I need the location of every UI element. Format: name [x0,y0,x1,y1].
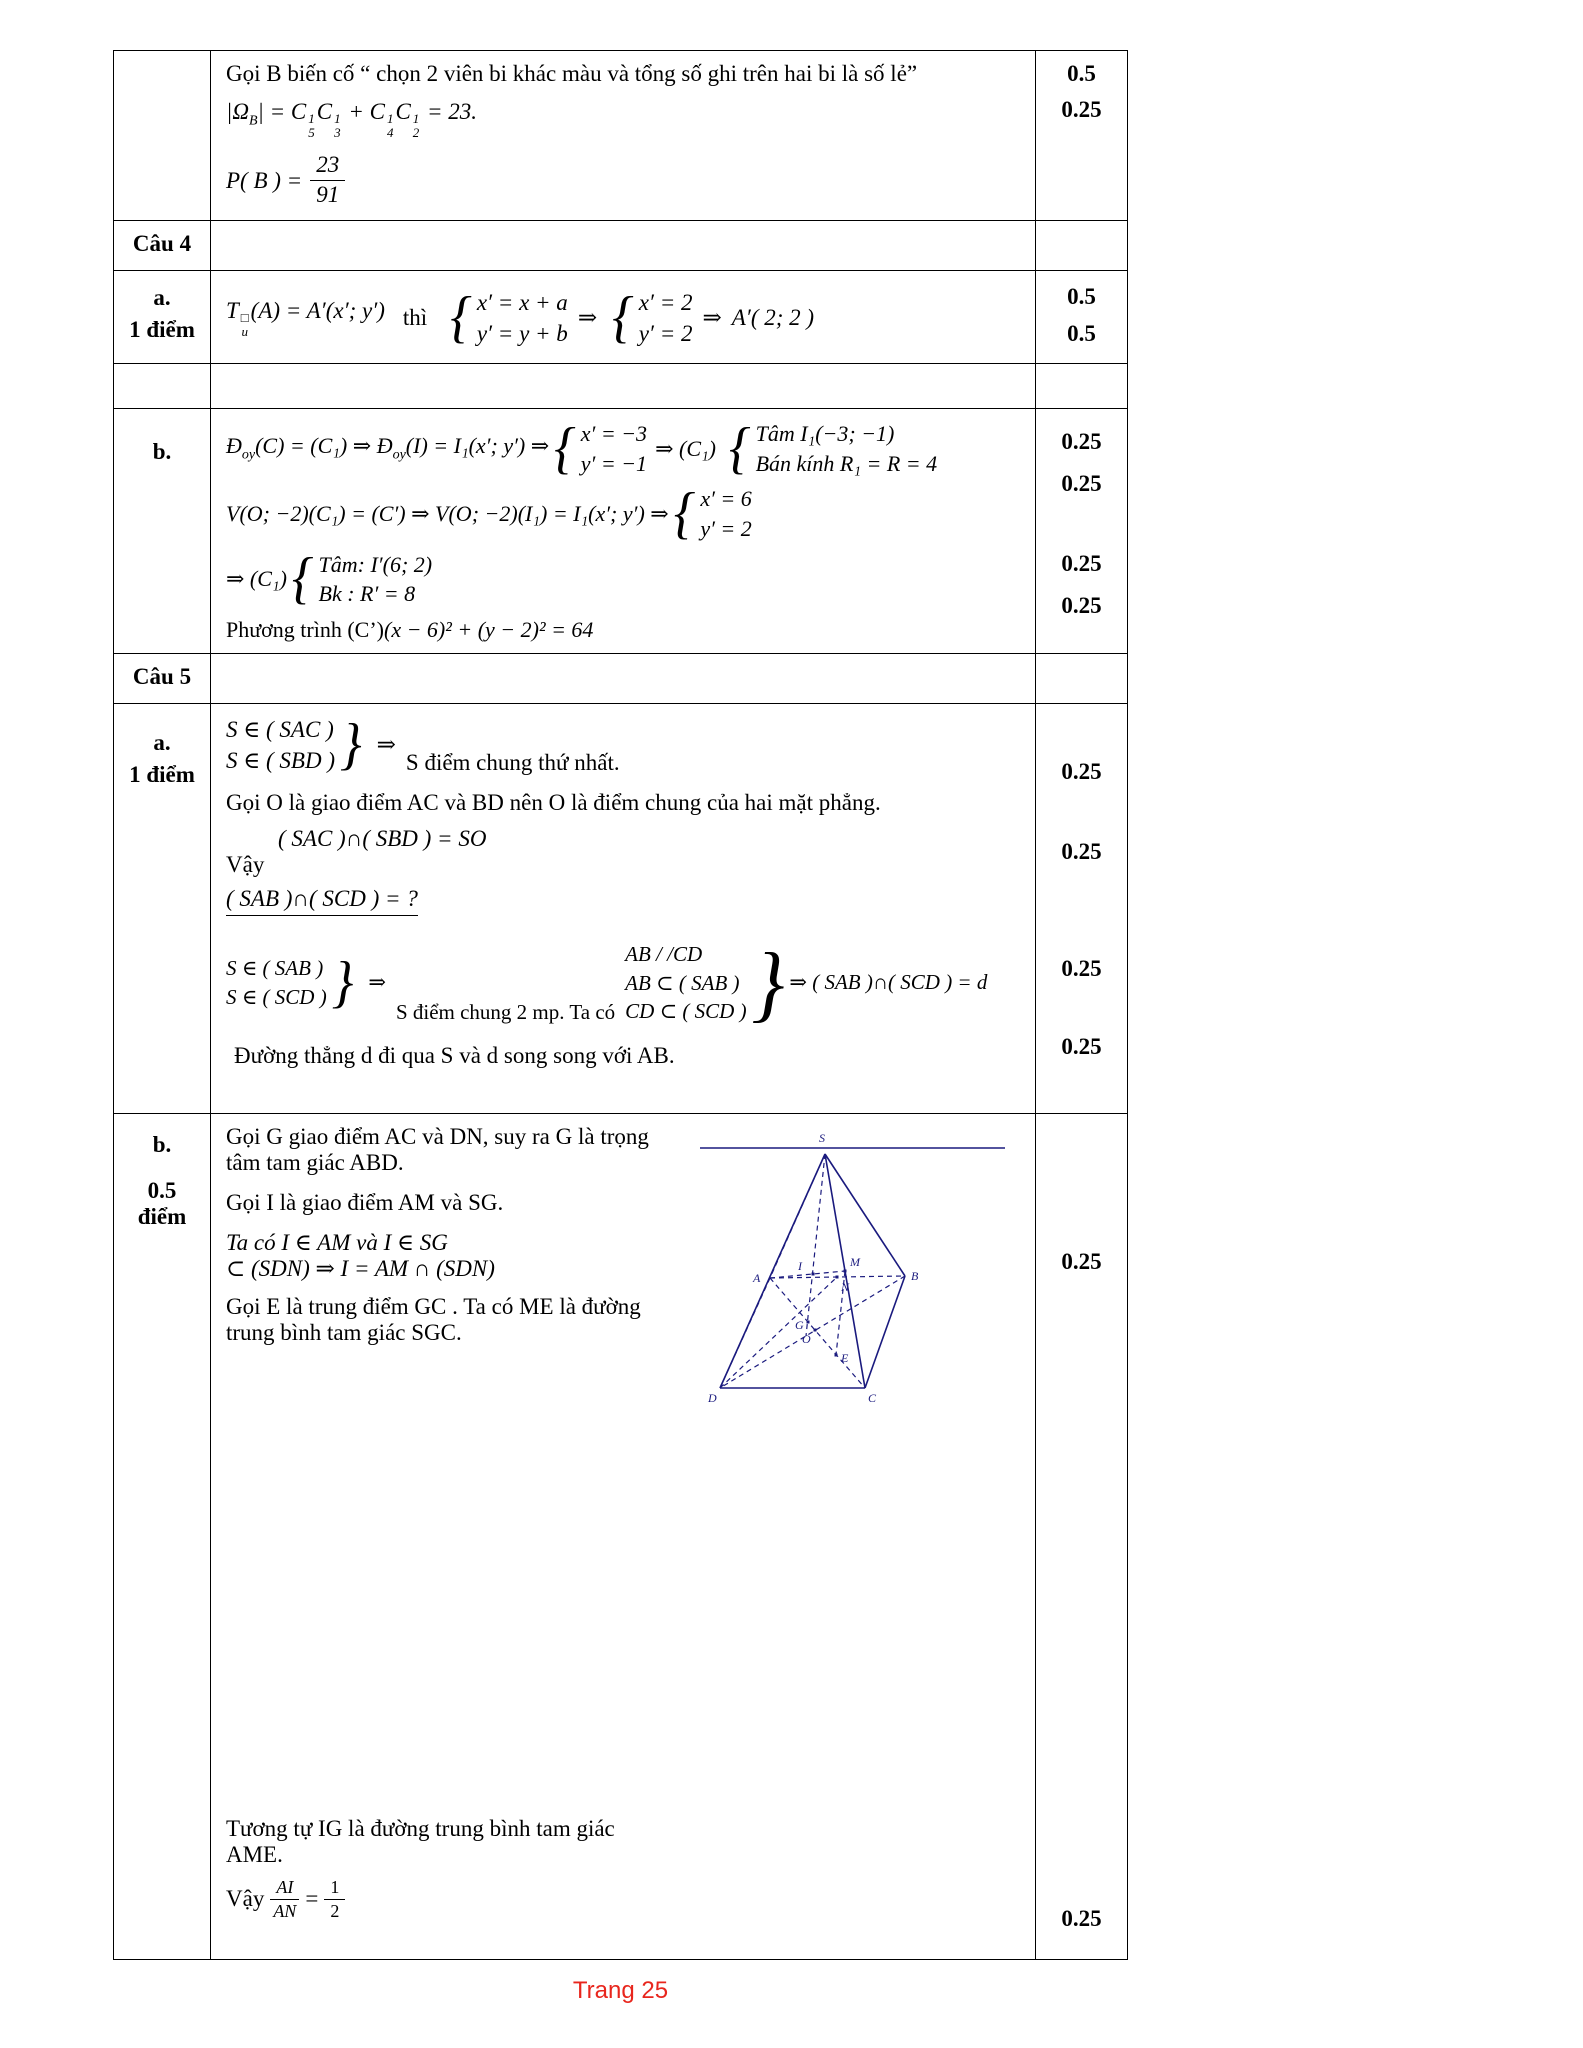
case-line: y′ = 2 [638,321,693,347]
math-fragment: + C [342,99,385,124]
reflection-equation [226,416,1020,480]
pyramid-figure [685,1124,1020,1430]
subscript: oy [241,447,256,463]
score-value: 0.25 [1061,759,1102,785]
result-point: A′( 2; 2 ) [731,305,815,331]
right-brace: } [340,712,362,776]
implies-arrow: ⇒ [376,732,396,758]
subscript: 2 [412,124,420,140]
math-fragment: C [316,99,333,124]
operator-d: Đ [226,433,242,459]
stacked-lines [756,419,938,478]
figure-label-d: D [708,1391,717,1406]
sup-sub-stack [308,112,315,139]
subscript: u [241,323,248,339]
figure-label-i: I [798,1259,802,1274]
score-value: 0.5 [1067,61,1096,86]
score-value: 0.5 [1067,284,1096,309]
omega-equation [226,99,1020,139]
membership-line: S ∈ ( SAB ) [226,956,324,981]
math-fragment: V(O; −2)(C₁) = (C′) ⇒ V(O; −2)(I₁) = I₁(x′; y′) ⇒ [226,501,669,527]
sup-sub-stack [413,112,420,139]
score-cell-empty [1036,221,1127,270]
stacked-lines [226,714,335,776]
sab-scd-block [226,934,1020,1031]
paragraph: Gọi G giao điểm AC và DN, suy ra G là trọng tâm tam giác ABD. [226,1124,649,1176]
table-row-cau4 [114,221,1127,271]
table-row-cau5 [114,654,1127,704]
operator-t: T [226,297,239,323]
left-brace: { [554,416,576,480]
table-row-cau4b [114,409,1127,654]
vertex-labels [707,1131,919,1405]
fraction [270,1876,299,1922]
sup-sub-stack [387,112,394,139]
right-brace: } [751,934,785,1031]
numerator: 1 [324,1876,345,1900]
math-fragment: ⇒ (C₁) [655,435,716,461]
score-value: 0.25 [1061,1034,1102,1060]
ratio-line [226,1876,671,1922]
fraction [324,1876,345,1922]
content-cell [211,1114,1036,1959]
paragraph: Gọi E là trung điểm GC . Ta có ME là đường trung bình tam giác SGC. [226,1294,641,1346]
conclusion-text: S điểm chung thứ nhất. [405,750,620,776]
case-line: x′ = 2 [638,290,693,315]
math-fragment: (A) = A′(x′; y′) [250,297,385,323]
stacked-lines [625,940,746,1025]
case-line: Bán kính R₁ = R = 4 [755,450,938,476]
denominator: 2 [330,1900,340,1921]
paragraph: ⊂ (SDN) ⇒ I = AM ∩ (SDN) [226,1256,495,1282]
word-vay: Vậy [226,852,265,878]
score-cell-empty [1036,364,1127,408]
content-cell-empty [211,654,1036,703]
word-vay: Vậy [226,1886,265,1912]
content-columns [226,1124,1020,1922]
label-cell [114,221,211,270]
sup-sub-stack [334,112,341,139]
implies-arrow: ⇒ [702,305,722,331]
condition-line: AB / /CD [625,942,703,967]
cases-group [287,546,433,610]
score-value: 0.5 [1067,321,1096,346]
figure-label-s: S [819,1131,825,1146]
case-line: x′ = x + a [476,290,568,315]
intersection-o-line: Gọi O là giao điểm AC và BD nên O là điểm chung của hai mặt phẳng. [226,790,881,816]
table-row-cau5a [114,704,1127,1114]
case-line: Tâm: I′(6; 2) [318,551,433,577]
subscript: 3 [334,124,341,140]
part-label: b. [152,439,172,464]
score-cell [1036,409,1127,653]
left-brace: { [728,416,751,480]
circle-result-equation [226,546,1020,610]
label-cell-empty [114,51,211,220]
translation-equation [226,287,1020,349]
figure-label-b: B [911,1269,919,1284]
stacked-lines [477,287,568,349]
circle-equation-line [226,617,1020,643]
text-fragment: Phương trình (C’) [226,617,384,643]
sup-sub-stack [241,311,249,338]
score-value: 0.25 [1061,97,1102,122]
case-line: x′ = −3 [580,421,648,446]
content-cell [211,409,1036,653]
answer-table [113,50,1128,1960]
paragraph: Ta có I ∈ AM và I ∈ SG [226,1230,448,1256]
subscript: 4 [386,124,394,140]
score-cell [1036,704,1127,1113]
case-line: y′ = y + b [476,321,568,347]
figure-label-m: M [850,1255,860,1270]
left-brace: { [612,285,634,349]
case-line: y′ = −1 [580,450,648,476]
left-brace: { [291,546,314,610]
conclusion-text: S điểm chung 2 mp. Ta có [395,1000,616,1025]
points-label: 1 điểm [129,317,195,342]
case-line: x′ = 6 [700,486,752,512]
math-fragment: (C) = (C₁) ⇒ Đ [255,433,393,459]
score-value: 0.25 [1061,1906,1102,1932]
membership-line: S ∈ ( SBD ) [226,748,336,774]
table-row-empty [114,364,1127,409]
paragraph: Tương tự IG là đường trung bình tam giác AME. [226,1816,615,1868]
figure-label-n: N [841,1280,850,1295]
question-label: Câu 4 [132,231,192,256]
content-cell-empty [211,221,1036,270]
case-line: Bk : R′ = 8 [318,581,416,607]
right-brace: } [331,950,354,1014]
label-cell [114,271,211,363]
score-value: 0.25 [1061,551,1102,576]
membership-line: S ∈ ( SAC ) [226,717,334,743]
superscript: □ [240,309,249,325]
statement-line: Gọi B biến cố “ chọn 2 viên bi khác màu và tổng số ghi trên hai bi là số lẻ” [226,61,918,86]
math-fragment: (I) = I₁(x′; y′) ⇒ [405,433,550,459]
score-value: 0.25 [1061,956,1102,982]
result-equation: ⇒ ( SAB )∩( SCD ) = d [789,970,988,995]
score-cell [1036,1114,1127,1959]
superscript: 1 [334,111,341,126]
numerator: AI [270,1876,299,1900]
table-row-probability [114,51,1127,221]
cases-group [549,416,648,480]
math-fragment: C [395,99,411,124]
denominator: AN [273,1900,297,1921]
stacked-lines [639,287,693,349]
superscript: 1 [308,111,315,126]
content-cell [211,51,1036,220]
label-cell [114,704,211,1113]
subscript: B [248,113,258,129]
math-fragment: | = C [257,99,307,124]
sab-scd-question: ( SAB )∩( SCD ) = ? [226,886,418,916]
figure-label-c: C [868,1391,877,1406]
label-cell [114,654,211,703]
numerator: 23 [310,151,345,181]
content-cell [211,271,1036,363]
part-label: a. [153,730,171,756]
stacked-lines [226,954,327,1011]
content-cell [211,704,1036,1113]
condition-line: CD ⊂ ( SCD ) [625,998,747,1023]
part-label: b. [152,1132,172,1158]
condition-line: AB ⊂ ( SAB ) [625,970,740,995]
word-thi: thì [402,305,428,331]
label-cell [114,409,211,653]
points-label: 0.5 [147,1178,177,1204]
math-fragment: = 23. [421,99,478,124]
sac-sbd-equation: ( SAC )∩( SBD ) = SO [278,826,487,852]
page-footer: Trang 25 [572,1977,669,2004]
left-brace: { [450,285,472,349]
points-label: 1 điểm [129,762,195,788]
stacked-lines [319,550,433,609]
equals-sign: = [305,1886,319,1912]
score-cell-empty [1036,654,1127,703]
solution-text-column [226,1124,671,1922]
question-label: Câu 5 [132,664,192,690]
implies-arrow: ⇒ [577,305,598,331]
table-row-cau4a [114,271,1127,364]
line-d-description: Đường thẳng d đi qua S và d song song với AB. [234,1043,675,1069]
figure-label-o: O [802,1332,811,1347]
cases-group [724,416,938,480]
case-line: y′ = 2 [700,516,752,542]
implies-arrow: ⇒ [368,970,386,995]
question-equation-wrap [226,886,1020,916]
score-cell [1036,51,1127,220]
math-fragment [226,433,549,463]
fraction [310,151,345,210]
part-label: a. [153,285,171,310]
s-common-point-block [226,714,1020,776]
score-value: 0.25 [1061,471,1102,496]
stacked-lines [700,484,751,543]
table-row-cau5b [114,1114,1127,1959]
homothety-equation [226,481,1020,545]
points-label: điểm [137,1204,187,1230]
figure-label-g: G [795,1318,804,1333]
math-fragment: (x − 6)² + (y − 2)² = 64 [384,617,594,643]
score-value: 0.25 [1061,593,1102,618]
subscript: oy [392,447,406,463]
pyramid-svg [685,1124,1020,1424]
stacked-lines [581,419,647,478]
superscript: 1 [386,111,394,126]
case-line: Tâm I₁(−3; −1) [755,421,895,446]
score-value: 0.25 [1061,839,1102,865]
math-fragment: ⇒ (C₁) [226,566,287,592]
cases-group [445,287,568,349]
score-cell [1036,271,1127,363]
membership-line: S ∈ ( SCD ) [226,984,327,1009]
denominator: 91 [316,182,340,208]
math-fragment [226,298,385,338]
paragraph: Gọi I là giao điểm AM và SG. [226,1190,504,1216]
content-cell-empty [211,364,1036,408]
cases-group [607,287,692,349]
probability-equation [226,151,1020,210]
math-fragment: |Ω [226,99,249,124]
figure-label-e: E [841,1351,849,1366]
score-value: 0.25 [1061,429,1102,454]
superscript: 1 [412,111,420,126]
label-cell-empty [114,364,211,408]
score-value: 0.25 [1061,1249,1102,1275]
subscript: 5 [308,124,315,140]
label-cell [114,1114,211,1959]
math-fragment: P( B ) = [226,167,303,193]
cases-group [669,481,752,545]
left-brace: { [673,481,696,545]
figure-label-a: A [753,1271,761,1286]
